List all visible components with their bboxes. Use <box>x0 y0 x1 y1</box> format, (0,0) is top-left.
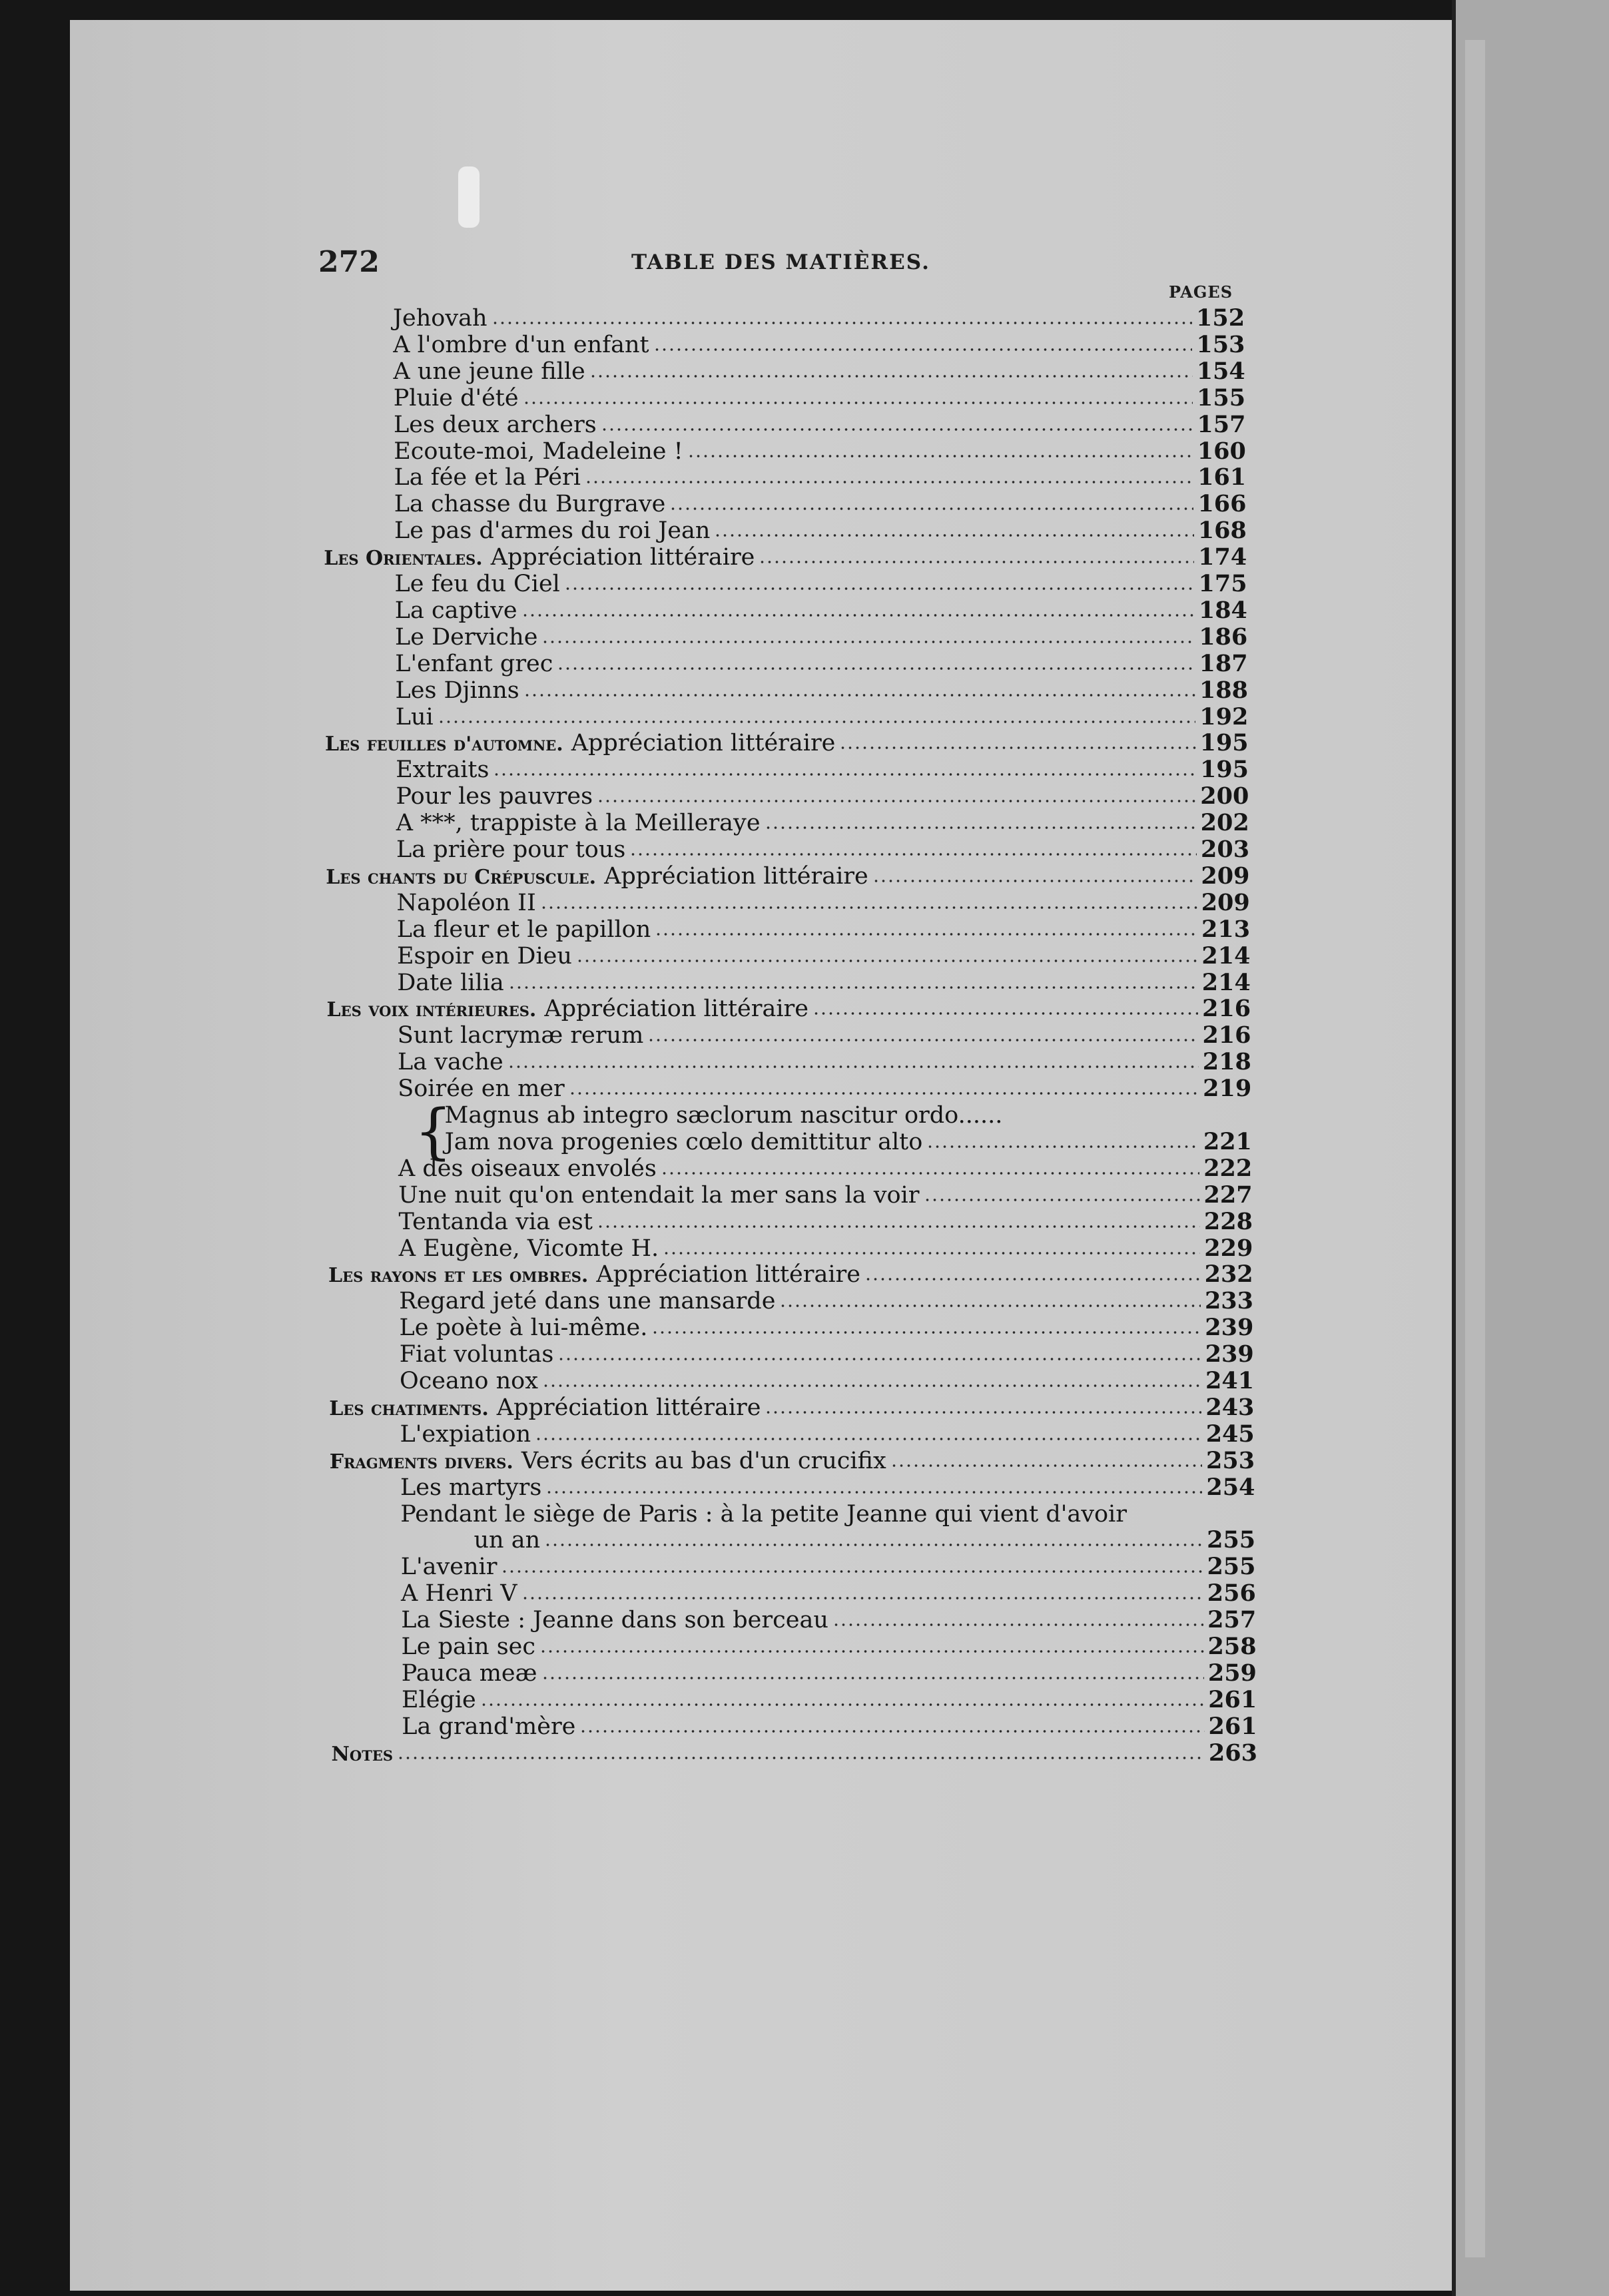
toc-entry <box>396 756 1249 784</box>
leader-dots <box>397 1757 1205 1759</box>
leader-dots <box>521 1597 1203 1599</box>
page-ref: 253 <box>1206 1446 1255 1474</box>
toc-entry <box>398 1154 1253 1182</box>
page-ref: 214 <box>1201 968 1251 996</box>
leader-dots <box>507 1065 1199 1068</box>
toc-entry <box>398 1234 1253 1262</box>
entry-title: Soirée en mer <box>398 1075 565 1103</box>
page-ref: 168 <box>1197 517 1247 545</box>
toc-entry <box>444 1127 1252 1155</box>
page-header <box>318 245 1234 285</box>
page-ref: 153 <box>1196 330 1245 358</box>
page-ref: 216 <box>1202 995 1251 1023</box>
leader-dots <box>501 1570 1203 1573</box>
section-subtitle: Vers écrits au bas d'un crucifix <box>521 1447 886 1474</box>
entry-title: Sunt lacrymæ rerum <box>397 1022 644 1049</box>
toc-entry <box>393 304 1245 332</box>
page-ref: 187 <box>1199 649 1248 677</box>
page-ref: 243 <box>1205 1393 1255 1421</box>
entry-title: A ***, trappiste à la Meilleraye <box>396 810 761 837</box>
leader-dots <box>864 1278 1201 1281</box>
section-title: Les chatiments. <box>329 1396 489 1420</box>
entry-title: La captive <box>394 597 517 624</box>
leader-dots <box>687 455 1193 457</box>
toc-entry <box>397 942 1251 970</box>
entry-title: Fiat voluntas <box>399 1341 554 1368</box>
leader-dots <box>523 694 1195 697</box>
pages-column-label: PAGES <box>1169 282 1233 302</box>
entry-title: Oceano nox <box>400 1368 538 1394</box>
toc-entry <box>401 1633 1257 1660</box>
page-ref: 160 <box>1197 437 1246 465</box>
bracket-glyph: { <box>414 1097 453 1167</box>
toc-entry <box>399 1340 1254 1368</box>
entry-title: Les deux archers <box>394 411 597 438</box>
entry-title: Le pas d'armes du roi Jean <box>394 517 711 545</box>
page-ref: 166 <box>1197 490 1247 518</box>
entry-title: Lui <box>395 703 434 730</box>
section-subtitle: Appréciation littéraire <box>604 862 868 890</box>
toc-entry <box>395 676 1248 704</box>
entry-title: Le Derviche <box>395 623 538 651</box>
leader-dots <box>655 933 1197 936</box>
entry-title: La fleur et le papillon <box>396 916 651 943</box>
page-ref: 256 <box>1207 1579 1256 1607</box>
leader-dots <box>491 322 1192 324</box>
toc-entry <box>393 357 1245 385</box>
toc-entry <box>394 570 1247 597</box>
entry-title: Date lilia <box>397 969 504 996</box>
page-ref: 233 <box>1204 1287 1253 1315</box>
page-ref: 157 <box>1197 410 1246 438</box>
leader-dots <box>557 667 1195 670</box>
page-ref: 213 <box>1201 915 1251 943</box>
page-ref: 188 <box>1199 676 1248 704</box>
section-subtitle: Appréciation littéraire <box>490 544 755 571</box>
toc-entry <box>445 1102 1247 1129</box>
leader-dots <box>589 375 1193 378</box>
toc-entry <box>396 915 1251 943</box>
leader-dots <box>541 641 1195 643</box>
toc-entry <box>331 1739 1257 1767</box>
entry-title: La fée et la Péri <box>394 464 581 491</box>
entry-title: La prière pour tous <box>396 836 626 863</box>
toc-entry <box>396 836 1250 863</box>
entry-title: Napoléon II <box>396 889 536 916</box>
leader-dots <box>564 587 1195 590</box>
leader-dots <box>508 986 1198 989</box>
page-ref: 209 <box>1201 888 1250 916</box>
leader-dots <box>480 1703 1204 1706</box>
leader-dots <box>576 960 1197 962</box>
page-edge-inner <box>1465 40 1485 2257</box>
leader-dots <box>872 880 1197 882</box>
leader-dots <box>523 402 1193 404</box>
toc-entry <box>398 1207 1253 1235</box>
page-ref: 239 <box>1205 1340 1254 1368</box>
toc-entry <box>394 437 1246 465</box>
entry-title: Pluie d'été <box>393 384 519 412</box>
toc-entry <box>326 862 1250 890</box>
page-ref: 186 <box>1199 623 1248 651</box>
toc-entry <box>325 729 1249 757</box>
page-ref: 261 <box>1208 1685 1257 1713</box>
page-ref: 218 <box>1202 1048 1251 1076</box>
page-ref: 255 <box>1207 1526 1256 1554</box>
section-title: Les rayons et les ombres. <box>328 1264 589 1288</box>
toc-entry <box>401 1659 1257 1687</box>
page-ref: 259 <box>1207 1659 1257 1687</box>
section-title: Notes <box>331 1742 394 1766</box>
leader-dots <box>539 1650 1204 1653</box>
leader-dots <box>493 773 1196 776</box>
toc-entry <box>329 1393 1255 1421</box>
entry-title: L'avenir <box>400 1554 497 1581</box>
leader-dots <box>839 746 1195 749</box>
leader-dots <box>569 1092 1199 1095</box>
leader-dots <box>765 1411 1201 1414</box>
leader-dots <box>661 1172 1199 1175</box>
leader-dots <box>542 1384 1201 1387</box>
toc-entry <box>402 1685 1257 1713</box>
leader-dots <box>714 534 1193 537</box>
page-ref: 263 <box>1208 1739 1257 1767</box>
page-number: 272 <box>318 245 380 279</box>
leader-dots <box>601 428 1193 431</box>
entry-title: Tentanda via est <box>398 1208 593 1235</box>
entry-title: Pauca meæ <box>401 1659 537 1687</box>
toc-entry <box>400 1367 1255 1394</box>
page-ref: 203 <box>1201 836 1250 863</box>
page-ref: 214 <box>1201 942 1251 970</box>
entry-title: A une jeune fille <box>393 358 585 385</box>
toc-entry <box>329 1446 1255 1474</box>
page-ref: 258 <box>1207 1633 1257 1660</box>
leader-dots <box>812 1012 1198 1015</box>
entry-title: L'expiation <box>400 1420 531 1448</box>
entry-title: un an <box>474 1527 541 1554</box>
entry-title: Elégie <box>402 1686 476 1713</box>
toc-entry <box>328 1261 1253 1289</box>
leader-dots <box>924 1199 1200 1201</box>
toc-entry <box>400 1553 1256 1581</box>
leader-dots <box>890 1464 1202 1467</box>
page-ref: 219 <box>1203 1075 1252 1103</box>
paper-flaw-mark <box>458 166 480 228</box>
section-subtitle: Appréciation littéraire <box>544 996 808 1023</box>
entry-title: La grand'mère <box>402 1713 576 1740</box>
toc-entry <box>396 809 1249 837</box>
leader-dots <box>545 1491 1202 1494</box>
section-title: Fragments divers. <box>329 1450 513 1474</box>
leader-dots <box>926 1145 1199 1148</box>
page-ref: 221 <box>1203 1127 1252 1155</box>
page-ref: 202 <box>1200 809 1249 837</box>
leader-dots <box>541 1677 1204 1679</box>
toc-entry <box>397 1021 1251 1049</box>
toc-entry <box>326 995 1251 1023</box>
leader-dots <box>544 1544 1203 1546</box>
page-ref: 216 <box>1202 1021 1251 1049</box>
page-ref: 245 <box>1205 1420 1255 1448</box>
section-subtitle: Appréciation littéraire <box>596 1261 860 1289</box>
entry-title: Le feu du Ciel <box>394 571 560 597</box>
page-ref: 192 <box>1199 703 1249 730</box>
toc-entry <box>395 649 1248 677</box>
toc-entry <box>394 410 1246 438</box>
section-title: Les voix intérieures. <box>326 998 537 1022</box>
leader-dots <box>669 507 1193 510</box>
entry-title: Jam nova progenies cœlo demittitur alto <box>444 1128 923 1155</box>
page-ref: 200 <box>1200 782 1249 810</box>
toc-entry <box>399 1314 1254 1342</box>
toc-entry <box>398 1181 1253 1209</box>
section-title: Les chants du Crépuscule. <box>326 865 597 889</box>
toc-entry <box>474 1526 1256 1554</box>
page-ref: 195 <box>1199 729 1249 757</box>
page-ref: 195 <box>1199 756 1249 784</box>
entry-title: Magnus ab integro sæclorum nascitur ordo...... <box>444 1102 1003 1129</box>
leader-dots <box>663 1252 1200 1255</box>
leader-dots <box>651 1331 1201 1334</box>
toc-entry <box>324 543 1247 571</box>
toc-entry <box>396 782 1249 810</box>
page-ref: 174 <box>1198 543 1247 571</box>
entry-title: Le pain sec <box>401 1633 535 1660</box>
leader-dots <box>540 906 1197 909</box>
toc-entry <box>399 1287 1253 1315</box>
leader-dots <box>438 720 1196 723</box>
leader-dots <box>521 614 1195 617</box>
leader-dots <box>647 1039 1198 1041</box>
leader-dots <box>765 826 1197 829</box>
toc-entry <box>398 1048 1251 1076</box>
page-ref: 222 <box>1203 1154 1253 1182</box>
entry-title: Pour les pauvres <box>396 783 593 810</box>
page-ref: 241 <box>1205 1367 1255 1394</box>
page-ref: 184 <box>1198 596 1247 624</box>
entry-title: Extraits <box>396 756 489 784</box>
entry-title: Jehovah <box>393 305 487 332</box>
page-ref: 209 <box>1201 862 1250 890</box>
entry-title: A Henri V <box>401 1580 517 1607</box>
toc-entry <box>395 623 1248 651</box>
page-ref: 227 <box>1203 1181 1253 1209</box>
toc-entry <box>394 490 1247 518</box>
page-ref: 154 <box>1196 357 1245 385</box>
entry-title: Les martyrs <box>400 1474 542 1501</box>
toc-entry <box>401 1579 1256 1607</box>
toc-entry <box>393 330 1245 358</box>
leader-dots <box>629 853 1197 856</box>
entry-title: La chasse du Burgrave <box>394 491 666 518</box>
entry-title: Une nuit qu'on entendait la mer sans la voir <box>398 1181 920 1209</box>
toc-entry <box>397 968 1251 996</box>
toc-entry <box>394 596 1247 624</box>
leader-dots <box>759 561 1194 563</box>
toc-entry <box>393 384 1246 412</box>
section-title: Les feuilles d'automne. <box>325 732 563 756</box>
page-ref: 255 <box>1207 1553 1256 1581</box>
page-ref: 175 <box>1198 570 1247 597</box>
page-ref: 155 <box>1197 384 1246 412</box>
leader-dots <box>597 800 1196 802</box>
page-ref: 254 <box>1206 1473 1255 1501</box>
entry-title: Pendant le siège de Paris : à la petite Jeanne qui vient d'avoir <box>400 1500 1127 1528</box>
entry-title: A Eugène, Vicomte H. <box>398 1235 659 1262</box>
entry-title: Espoir en Dieu <box>397 942 572 970</box>
toc-entry <box>398 1075 1252 1103</box>
leader-dots <box>779 1304 1201 1307</box>
page-ref: 229 <box>1204 1234 1253 1262</box>
toc-entry <box>400 1473 1255 1501</box>
page-ref: 257 <box>1207 1606 1257 1634</box>
toc-entry <box>395 703 1249 730</box>
page-ref: 232 <box>1204 1261 1253 1289</box>
toc-entry <box>401 1606 1257 1634</box>
running-title: TABLE DES MATIÈRES. <box>631 250 930 274</box>
entry-title: Les Djinns <box>395 677 519 704</box>
leader-dots <box>653 348 1193 351</box>
entry-title: La vache <box>398 1049 503 1076</box>
leader-dots <box>597 1225 1200 1228</box>
toc-entry <box>394 463 1247 491</box>
leader-dots <box>832 1623 1203 1626</box>
leader-dots <box>579 1730 1204 1733</box>
leader-dots <box>557 1358 1201 1360</box>
toc-entry <box>394 517 1247 545</box>
page-ref: 239 <box>1205 1314 1254 1342</box>
entry-title: Ecoute-moi, Madeleine ! <box>394 437 683 465</box>
entry-title: La Sieste : Jeanne dans son berceau <box>401 1607 828 1634</box>
entry-title: A des oiseaux envolés <box>398 1155 657 1182</box>
page-ref: 228 <box>1203 1207 1253 1235</box>
entry-title: Le poète à lui-même. <box>399 1314 648 1342</box>
section-subtitle: Appréciation littéraire <box>496 1394 761 1421</box>
entry-title: A l'ombre d'un enfant <box>393 331 649 358</box>
entry-title: L'enfant grec <box>395 650 553 677</box>
toc-entry <box>396 888 1250 916</box>
toc-entry <box>400 1501 1251 1528</box>
leader-dots <box>535 1438 1202 1440</box>
section-subtitle: Appréciation littéraire <box>571 730 836 757</box>
leader-dots <box>585 481 1193 483</box>
toc-entry <box>400 1420 1255 1448</box>
entry-title: Regard jeté dans une mansarde <box>399 1288 776 1315</box>
page-ref: 261 <box>1208 1712 1257 1740</box>
section-title: Les Orientales. <box>324 547 483 571</box>
page-ref: 161 <box>1197 463 1247 491</box>
toc-entry <box>402 1712 1257 1740</box>
page-ref: 152 <box>1196 304 1245 332</box>
